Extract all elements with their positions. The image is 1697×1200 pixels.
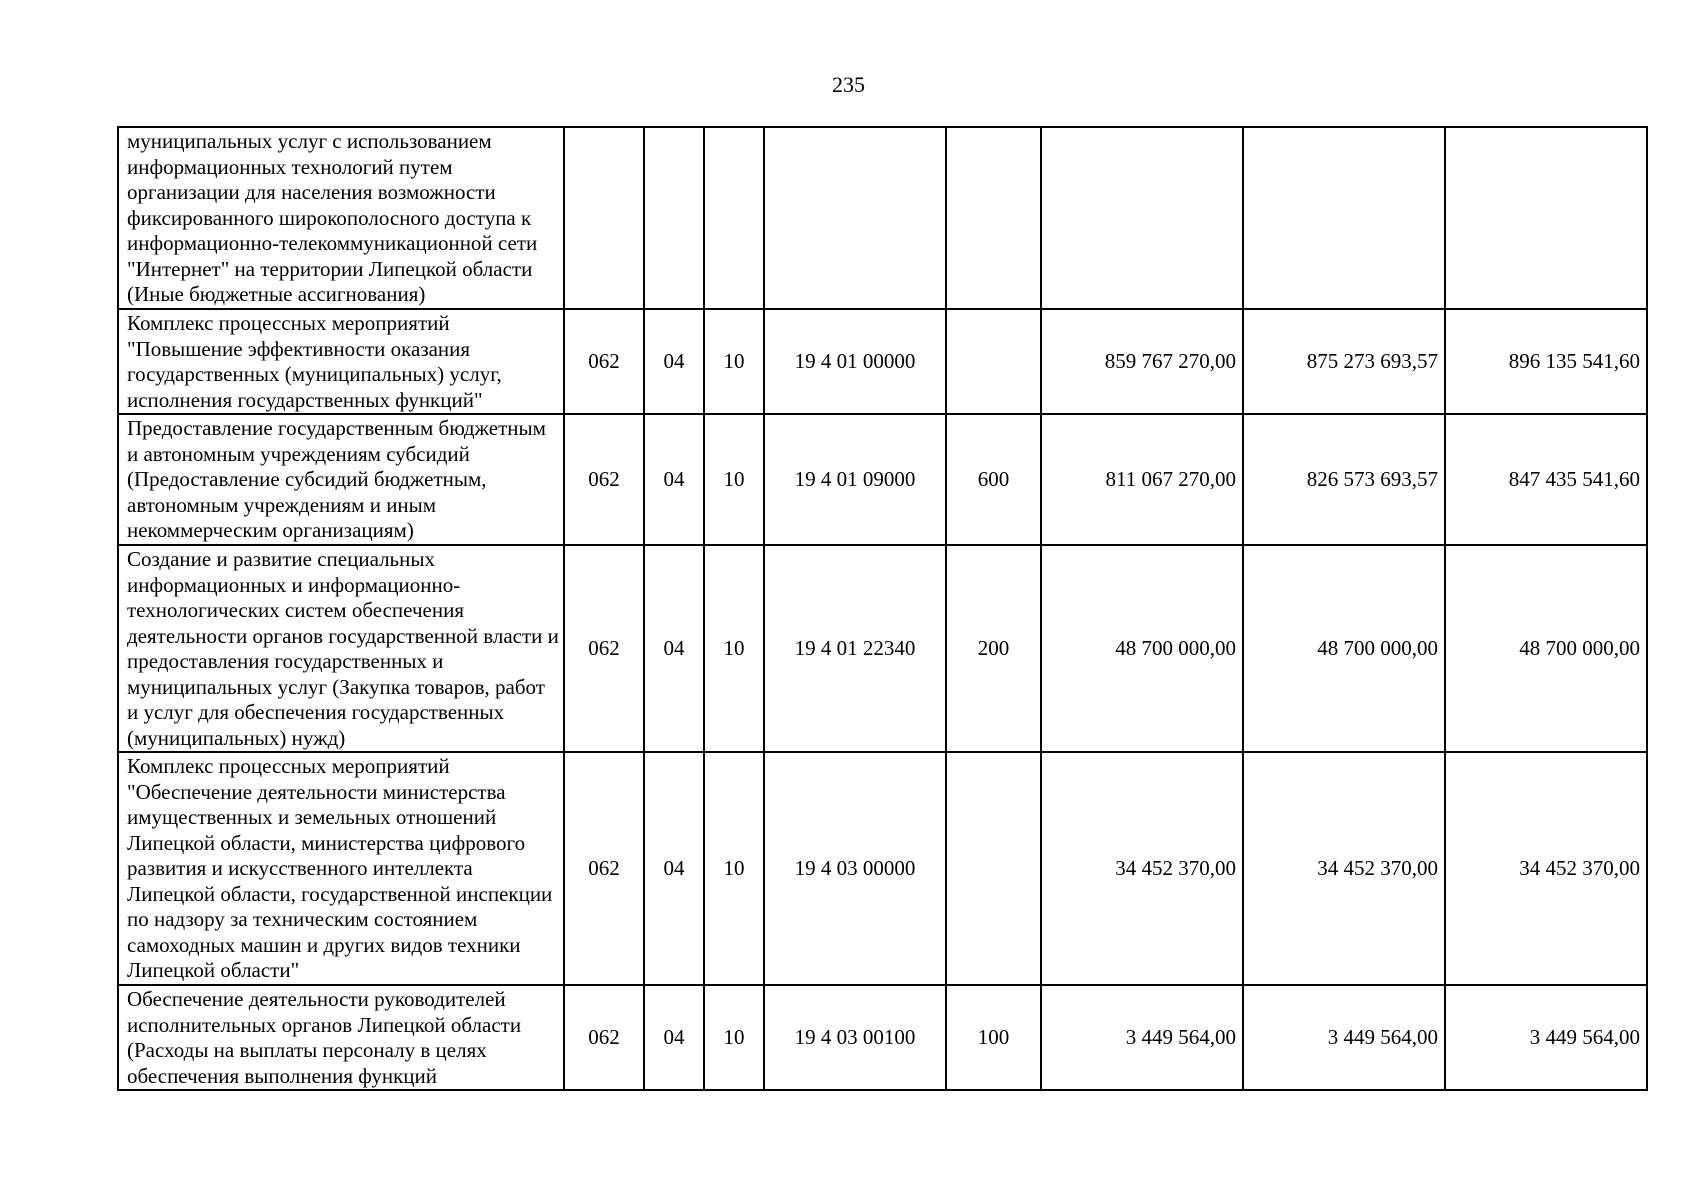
amount-year-2: 875 273 693,57: [1243, 309, 1445, 414]
amount-year-1: 811 067 270,00: [1041, 414, 1243, 545]
expense-type-code: 200: [946, 545, 1041, 752]
page-number: 235: [832, 72, 865, 97]
subsection-code: 10: [704, 309, 764, 414]
expense-description: Комплекс процессных мероприятий "Обеспечение деятельности министерства имущественных и земельных отношений Липецкой области, министерства цифрового развития и искусственного интеллекта Липецкой области, государственной инспекции по надзору за техническим состоянием самоходных машин и других видов техники Липецкой области": [118, 752, 564, 985]
amount-year-2: 826 573 693,57: [1243, 414, 1445, 545]
expense-description: Создание и развитие специальных информационных и информационно-технологических систем обеспечения деятельности органов государственной власти и предоставления государственных и муниципальных услуг (Закупка товаров, работ и услуг для обеспечения государственных (муниципальных) нужд): [118, 545, 564, 752]
amount-year-1: 859 767 270,00: [1041, 309, 1243, 414]
section-code: 04: [644, 545, 704, 752]
subsection-code: 10: [704, 985, 764, 1090]
amount-year-1: 3 449 564,00: [1041, 985, 1243, 1090]
target-article-code: 19 4 01 00000: [764, 309, 946, 414]
target-article-code: 19 4 01 22340: [764, 545, 946, 752]
expense-type-code: [946, 309, 1041, 414]
expense-description: Обеспечение деятельности руководителей исполнительных органов Липецкой области (Расходы на выплаты персоналу в целях обеспечения выполнения функций: [118, 985, 564, 1090]
amount-year-2: 34 452 370,00: [1243, 752, 1445, 985]
expense-description: муниципальных услуг с использованием информационных технологий путем организации для населения возможности фиксированного широкополосного доступа к информационно-телекоммуникационной сети "Интернет" на территории Липецкой области (Иные бюджетные ассигнования): [118, 127, 564, 309]
amount-year-1: 34 452 370,00: [1041, 752, 1243, 985]
amount-year-3: 896 135 541,60: [1445, 309, 1647, 414]
amount-year-3: 34 452 370,00: [1445, 752, 1647, 985]
ministry-code: 062: [564, 545, 644, 752]
target-article-code: 19 4 03 00100: [764, 985, 946, 1090]
subsection-code: [704, 127, 764, 309]
target-article-code: 19 4 01 09000: [764, 414, 946, 545]
ministry-code: [564, 127, 644, 309]
expense-description: Предоставление государственным бюджетным и автономным учреждениям субсидий (Предоставление субсидий бюджетным, автономным учреждениям и иным некоммерческим организациям): [118, 414, 564, 545]
section-code: 04: [644, 752, 704, 985]
target-article-code: [764, 127, 946, 309]
table-row: [118, 545, 1647, 752]
subsection-code: 10: [704, 414, 764, 545]
expense-type-code: 600: [946, 414, 1041, 545]
amount-year-3: 48 700 000,00: [1445, 545, 1647, 752]
expense-type-code: [946, 752, 1041, 985]
expense-type-code: 100: [946, 985, 1041, 1090]
ministry-code: 062: [564, 752, 644, 985]
table-row: [118, 309, 1647, 414]
amount-year-2: [1243, 127, 1445, 309]
amount-year-3: 847 435 541,60: [1445, 414, 1647, 545]
expense-type-code: [946, 127, 1041, 309]
ministry-code: 062: [564, 309, 644, 414]
amount-year-1: [1041, 127, 1243, 309]
table-row: [118, 985, 1647, 1090]
amount-year-2: 48 700 000,00: [1243, 545, 1445, 752]
ministry-code: 062: [564, 985, 644, 1090]
expense-description: Комплекс процессных мероприятий "Повышение эффективности оказания государственных (муниципальных) услуг, исполнения государственных функций": [118, 309, 564, 414]
section-code: [644, 127, 704, 309]
subsection-code: 10: [704, 752, 764, 985]
table-row: [118, 414, 1647, 545]
amount-year-3: 3 449 564,00: [1445, 985, 1647, 1090]
section-code: 04: [644, 414, 704, 545]
section-code: 04: [644, 985, 704, 1090]
section-code: 04: [644, 309, 704, 414]
table-row: [118, 127, 1647, 309]
table-row: [118, 752, 1647, 985]
ministry-code: 062: [564, 414, 644, 545]
target-article-code: 19 4 03 00000: [764, 752, 946, 985]
amount-year-2: 3 449 564,00: [1243, 985, 1445, 1090]
budget-table: [117, 126, 1648, 1091]
amount-year-1: 48 700 000,00: [1041, 545, 1243, 752]
amount-year-3: [1445, 127, 1647, 309]
subsection-code: 10: [704, 545, 764, 752]
